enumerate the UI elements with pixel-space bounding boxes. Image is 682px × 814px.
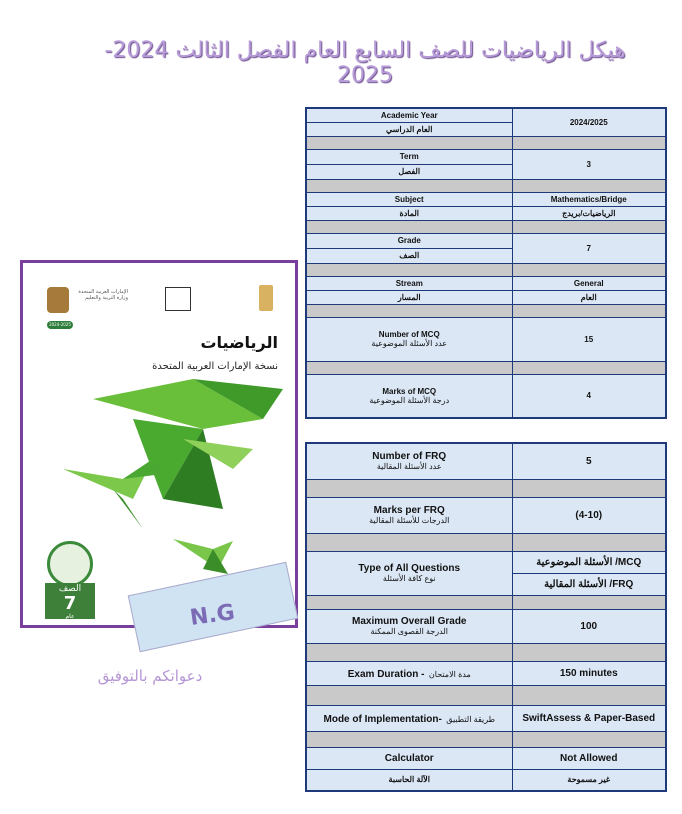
question-type-label [306, 551, 512, 595]
max-grade-label [306, 609, 512, 643]
mcq-marks-label-en: Marks of MCQ [382, 386, 437, 396]
frq-marks-value: (4-10) [512, 497, 666, 533]
calculator-value-en: Not Allowed [512, 747, 666, 769]
subject-label-en: Subject [306, 192, 512, 206]
ministry-text: الإمارات العربية المتحدة وزارة التربية والتعليم [78, 289, 128, 301]
question-type-label-en: Type of All Questions [358, 563, 461, 574]
max-grade-label-ar: الدرجة القصوى الممكنة [370, 627, 448, 636]
exam-structure-table-top [305, 107, 667, 419]
mcq-number-value: 15 [512, 317, 666, 361]
school-seal-icon [47, 541, 93, 587]
grade-value: 7 [512, 233, 666, 263]
mcq-number-label [306, 317, 512, 361]
frq-number-value: 5 [512, 443, 666, 479]
subject-label-ar: المادة [306, 206, 512, 220]
grade-label-ar: الصف [306, 248, 512, 263]
mcq-marks-value: 4 [512, 374, 666, 418]
academic-year-label-ar: العام الدراسي [306, 122, 512, 136]
mcq-marks-label [306, 374, 512, 418]
medium-bird-icon [63, 459, 163, 529]
calculator-value-ar: غير مسموحة [512, 769, 666, 791]
duration-label-en: Exam Duration - [347, 669, 425, 680]
subject-value-en: Mathematics/Bridge [512, 192, 666, 206]
duration-label-ar: مدة الامتحان [428, 670, 471, 679]
mcq-marks-label-ar: درجة الأسئلة الموضوعية [369, 395, 450, 405]
cover-subtitle: نسخة الإمارات العربية المتحدة [152, 361, 278, 372]
calculator-label-ar: الآلة الحاسبة [306, 769, 512, 791]
frq-marks-label [306, 497, 512, 533]
duration-value: 150 minutes [512, 661, 666, 685]
stream-label-ar: المسار [306, 290, 512, 304]
stream-label-en: Stream [306, 276, 512, 290]
year-badge: 2024-2025 [47, 321, 73, 329]
book-cover-inner [33, 269, 285, 619]
frq-number-label-ar: عدد الأسئلة المقالية [376, 462, 442, 472]
cover-title: الرياضيات [200, 333, 278, 352]
question-type-value-frq: الأسئلة المقالية /FRQ [512, 573, 666, 595]
stream-value-en: General [512, 276, 666, 290]
mcq-number-label-ar: عدد الأسئلة الموضوعية [371, 339, 448, 348]
frq-number-label [306, 443, 512, 479]
max-grade-value: 100 [512, 609, 666, 643]
academic-year-value: 2024/2025 [512, 108, 666, 136]
grade-label-en: Grade [306, 233, 512, 248]
mode-label [306, 705, 512, 731]
wish-text: دعواتكم بالتوفيق [97, 667, 203, 685]
calculator-label-en: Calculator [306, 747, 512, 769]
watermark-text: N.G [188, 600, 237, 631]
page-title: هيكل الرياضيات للصف السابع العام الفصل الثالث 2024-2025 [104, 38, 626, 88]
term-value: 3 [512, 149, 666, 179]
max-grade-label-en: Maximum Overall Grade [352, 616, 467, 627]
small-bird-icon [173, 539, 233, 574]
mode-value: SwiftAssess & Paper-Based [512, 705, 666, 731]
term-label-ar: الفصل [306, 164, 512, 179]
academic-year-label-en: Academic Year [306, 108, 512, 122]
grade-number: 7 [63, 593, 77, 614]
frq-number-label-en: Number of FRQ [372, 451, 447, 463]
grade-word: الصف [58, 584, 82, 594]
question-type-value-mcq: الأسئلة الموضوعية /MCQ [512, 551, 666, 573]
exam-structure-table-bottom [305, 442, 667, 792]
mcq-number-label-en: Number of MCQ [378, 330, 440, 339]
mode-label-en: Mode of Implementation- [323, 714, 442, 725]
mode-label-ar: طريقة التطبيق [446, 715, 495, 724]
term-label-en: Term [306, 149, 512, 164]
duration-label [306, 661, 512, 685]
question-type-label-ar: نوع كافة الأسئلة [382, 574, 436, 583]
grade-stream: عام [65, 613, 75, 619]
stream-value-ar: العام [512, 290, 666, 304]
frq-marks-label-ar: الدرجات للأسئلة المقالية [369, 516, 450, 525]
subject-value-ar: الرياضيات/بريدج [512, 206, 666, 220]
frq-marks-label-en: Marks per FRQ [373, 505, 445, 516]
grade-box [45, 583, 95, 619]
